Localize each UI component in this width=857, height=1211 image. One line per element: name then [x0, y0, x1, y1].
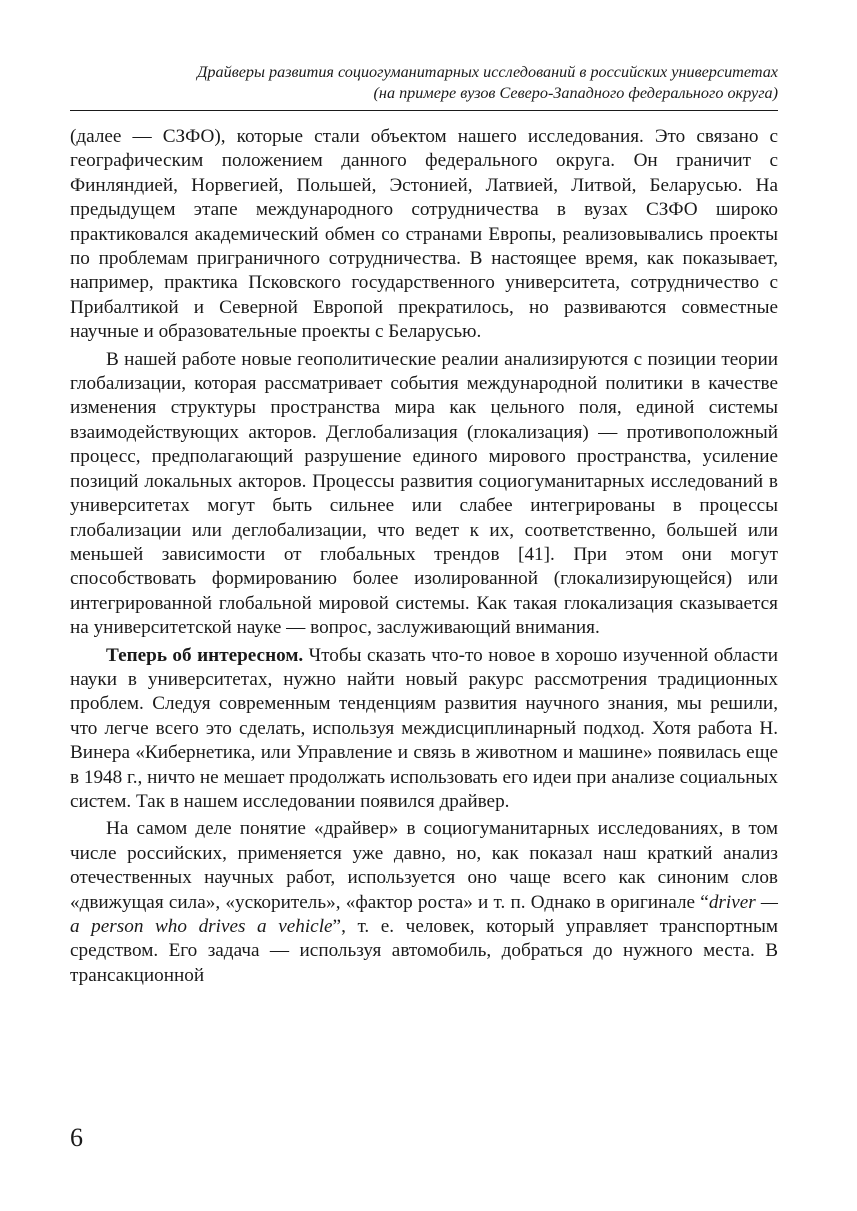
- body-text: [70, 125, 778, 991]
- page-number: 6: [70, 1123, 83, 1152]
- paragraph-1: (далее — СЗФО), которые стали объектом нашего исследования. Это связано с географическим положением данного федерального округа. Он граничит с Финляндией, Норвегией, Польшей, Эстонией, Латвией, Литвой, Беларусью. На предыдущем этапе международного сотрудничества в вузах СЗФО широко практиковался академический обмен со странами Европы, реализовывались проекты по проблемам приграничного сотрудничества. В настоящее время, как показывает, например, практика Псковского государственного университета, сотрудничество с Прибалтикой и Северной Европой прекратилось, но развиваются совместные научные и образовательные проекты с Беларусью.: [70, 126, 778, 343]
- running-header-line-2: (на примере вузов Северо-Западного федерального округа): [373, 84, 778, 102]
- paragraph-3: [70, 644, 778, 815]
- running-header: [70, 62, 778, 104]
- running-header-line-1: Драйверы развития социогуманитарных исследований в российских университетах: [197, 63, 778, 81]
- paragraph-4-quote: driver — a person who drives a vehicle: [70, 891, 778, 937]
- paragraph-2: В нашей работе новые геополитические реалии анализируются с позиции теории глобализации, которая рассматривает события международной политики в качестве изменения структуры пространства мира как цельного поля, единой системы взаимодействующих акторов. Деглобализация (глокализация) — противоположный процесс, предполагающий разрушение единого мирового пространства, усиление позиций локальных акторов. Процессы развития социогуманитарных исследований в университетах могут быть сильнее или слабее интегрированы в процессы глобализации или деглобализации, что ведет к их, соответственно, большей или меньшей зависимости от глобальных трендов [41]. При этом они могут способствовать формированию более изолированной (глокализирующейся) или интегрированной глобальной мировой системы. Как такая глокализация сказывается на университетской науке — вопрос, заслуживающий внимания.: [70, 348, 778, 639]
- paragraph-3-body: Чтобы сказать что-то новое в хорошо изученной области науки в университетах, нужно найти новый ракурс рассмотрения традиционных проблем. Следуя современным тенденциям развития научного знания, мы решили, что легче всего это сделать, используя междисциплинарный подход. Хотя работа Н. Винера «Кибернетика, или Управление и связь в животном и машине» появилась еще в 1948 г., ничто не мешает продолжать использовать его идеи при анализе социальных систем. Так в нашем исследовании появился драйвер.: [70, 644, 778, 812]
- paragraph-4-part-2: ”, т. е. человек, который управляет транспортным средством. Его задача — используя автомобиль, добраться до нужного места. В трансакционной: [70, 916, 778, 986]
- paragraph-3-lead: Теперь об интересном.: [106, 644, 304, 666]
- paragraph-4-part-1: На самом деле понятие «драйвер» в социогуманитарных исследованиях, в том числе российских, применяется уже давно, но, как показал наш краткий анализ отечественных научных работ, используется оно чаще всего как синоним слов «движущая сила», «ускоритель», «фактор роста» и т. п. Однако в оригинале “: [70, 818, 778, 913]
- paragraph-4: [70, 817, 778, 988]
- header-rule: [70, 110, 778, 111]
